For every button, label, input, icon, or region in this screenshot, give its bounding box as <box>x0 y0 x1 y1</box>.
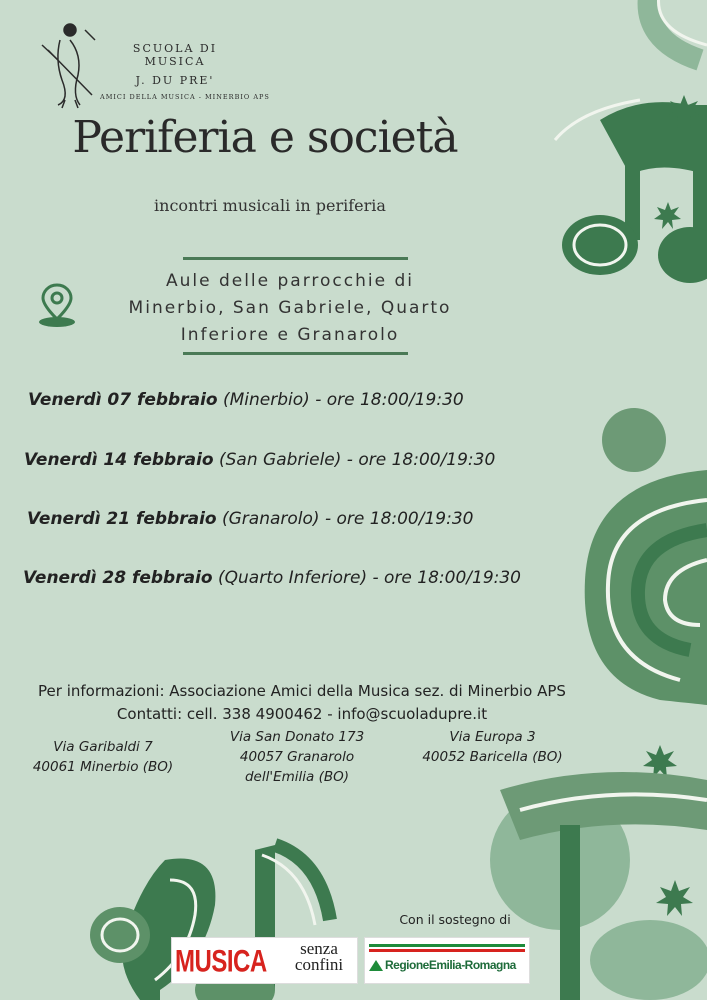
school-logo <box>100 42 290 101</box>
date-time: - ore 18:00/19:30 <box>341 450 496 470</box>
regione-emblem-icon <box>368 957 384 973</box>
sponsor-label: Con il sostegno di <box>399 912 511 927</box>
date-place: (Quarto Inferiore) <box>218 568 368 588</box>
logo-association: AMICI DELLA MUSICA - MINERBIO APS <box>100 93 270 101</box>
address-baricella <box>405 727 580 767</box>
date-item <box>27 509 587 529</box>
musica-logo-word: MUSICA <box>175 944 267 980</box>
info-association: Per informazioni: Associazione Amici della Musica sez. di Minerbio APS <box>38 682 566 700</box>
address-line: Via Europa 3 <box>449 729 536 745</box>
date-day: Venerdì 28 febbraio <box>23 568 213 588</box>
address-line: 40052 Baricella (BO) <box>422 749 563 765</box>
location-pin-icon <box>38 283 76 329</box>
musica-senza-confini-logo <box>171 937 358 984</box>
date-time: - ore 18:00/19:30 <box>309 390 464 410</box>
page-subtitle: incontri musicali in periferia <box>154 196 386 215</box>
address-minerbio <box>18 737 188 777</box>
date-time: - ore 18:00/19:30 <box>319 509 474 529</box>
venue-line: Aule delle parrocchie di <box>165 271 415 291</box>
logo-school-name: SCUOLA DI MUSICA <box>132 42 218 68</box>
logo-school-subname: J. DU PRE' <box>135 74 215 87</box>
address-line: dell'Emilia (BO) <box>244 769 349 785</box>
date-day: Venerdì 21 febbraio <box>27 509 217 529</box>
info-contacts: Contatti: cell. 338 4900462 - info@scuoladupre.it <box>116 705 488 723</box>
date-place: (San Gabriele) <box>219 450 342 470</box>
regione-stripe-red <box>369 949 525 952</box>
regione-emilia-romagna-logo <box>364 937 530 984</box>
date-item <box>23 568 583 588</box>
treble-clef-right-icon <box>585 470 707 705</box>
venue-line: Inferiore e Granarolo <box>180 325 400 345</box>
musica-logo-senza: senza <box>300 939 338 958</box>
date-place: (Minerbio) <box>223 390 310 410</box>
venue-line: Minerbio, San Gabriele, Quarto <box>128 298 452 318</box>
venue-text <box>80 268 500 349</box>
date-item <box>28 390 588 410</box>
cellist-logo-icon <box>42 24 95 108</box>
date-day: Venerdì 14 febbraio <box>24 450 214 470</box>
date-time: - ore 18:00/19:30 <box>367 568 521 588</box>
divider-bottom <box>183 352 408 355</box>
address-line: Via Garibaldi 7 <box>53 739 153 755</box>
date-item <box>24 450 584 470</box>
address-granarolo <box>212 727 382 787</box>
regione-name: RegioneEmilia-Romagna <box>385 958 516 972</box>
musica-logo-confini: confini <box>294 955 344 974</box>
page-title: Periferia e società <box>72 112 458 163</box>
address-line: 40057 Granarolo <box>239 749 355 765</box>
divider-top <box>183 257 408 260</box>
date-place: (Granarolo) <box>222 509 320 529</box>
regione-stripe-green <box>369 944 525 947</box>
circle-decoration <box>602 408 666 472</box>
address-line: 40061 Minerbio (BO) <box>32 759 174 775</box>
musica-logo-tagline <box>284 941 354 973</box>
date-day: Venerdì 07 febbraio <box>28 390 218 410</box>
address-line: Via San Donato 173 <box>229 729 365 745</box>
music-note-top-right-icon <box>555 0 707 283</box>
